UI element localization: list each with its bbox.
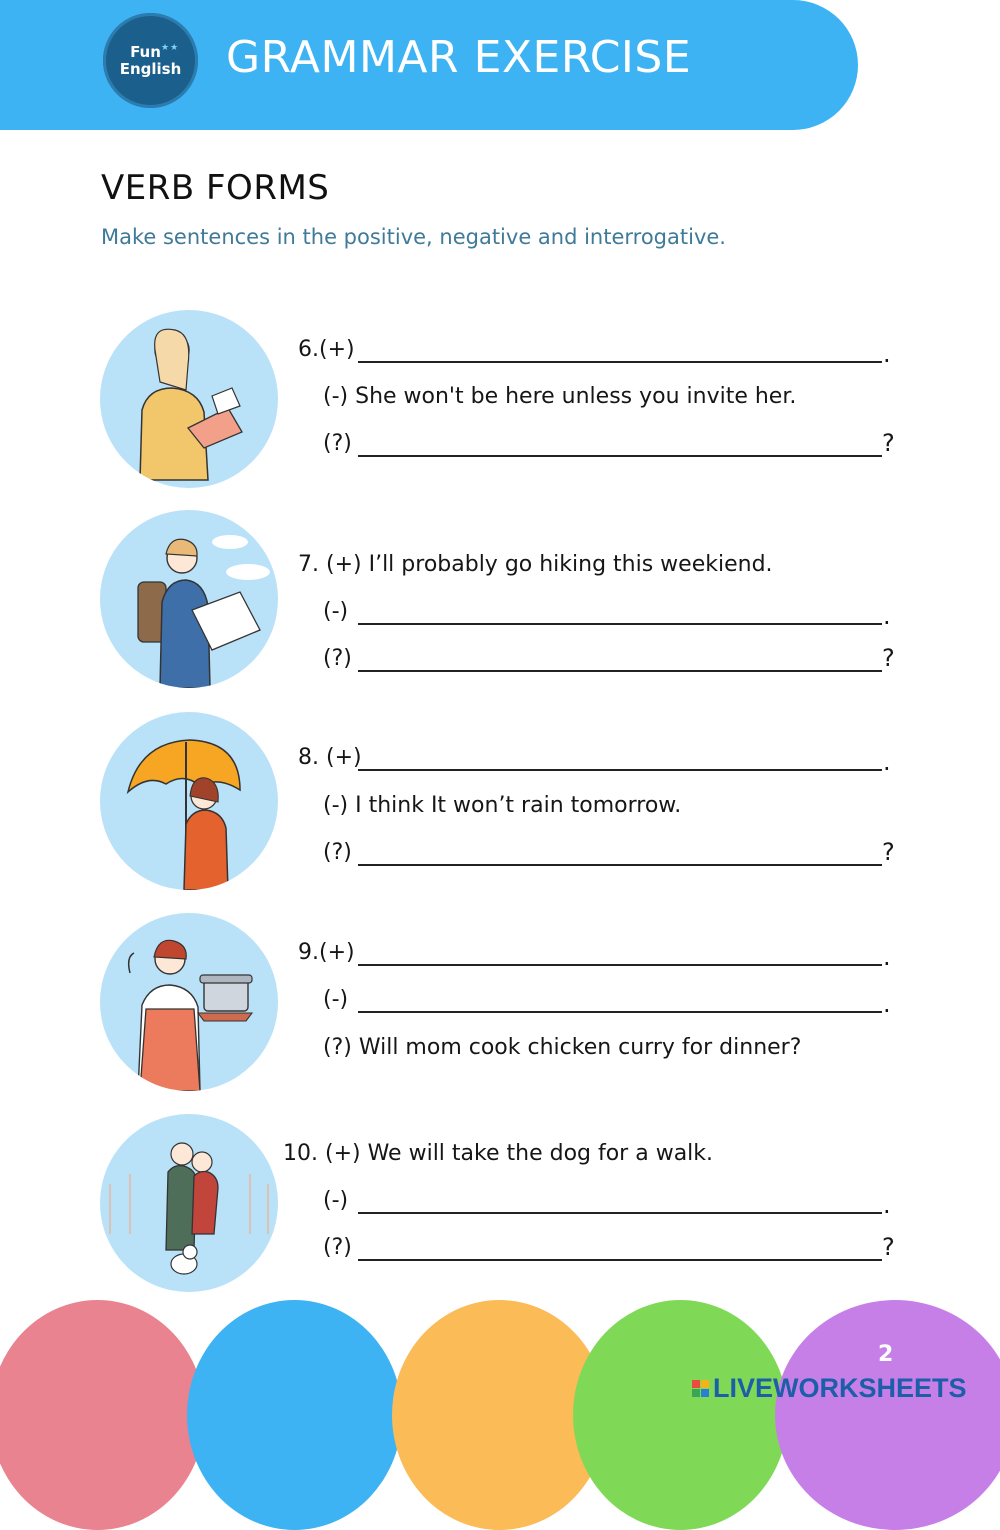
item-8-question: (?) (323, 840, 352, 865)
stars-icon: ★★ (161, 43, 180, 53)
item-6-positive-answer-line[interactable] (358, 361, 882, 363)
item-9-question: (?) Will mom cook chicken curry for dinner? (323, 1035, 802, 1060)
liveworksheets-brand[interactable] (692, 1373, 967, 1404)
logo-text-fun: Fun (130, 42, 161, 61)
positive-sentence: (+) We will take the dog for a walk. (325, 1141, 714, 1166)
page-title: GRAMMAR EXERCISE (226, 32, 692, 83)
item-number: 7. (298, 552, 319, 577)
positive-label: (+) (319, 940, 355, 965)
item-9-negative: (-) (323, 987, 349, 1012)
question-mark: ? (882, 429, 895, 457)
woman-reading-letter-icon (100, 310, 278, 488)
section-title: VERB FORMS (101, 168, 330, 208)
positive-label: (+) (326, 745, 362, 770)
item-8-positive (298, 745, 362, 771)
item-8-negative: (-) I think It won’t rain tomorrow. (323, 793, 682, 818)
woman-with-umbrella-icon (100, 712, 278, 890)
item-7-negative-answer-line[interactable] (358, 623, 882, 625)
positive-label: (+) (319, 337, 355, 362)
hiker-with-map-icon (100, 510, 278, 688)
item-8-question-answer-line[interactable] (358, 864, 882, 866)
item-10-positive (283, 1141, 713, 1167)
period-mark: . (883, 990, 891, 1018)
item-7-question: (?) (323, 646, 352, 671)
liveworksheets-logo-icon (692, 1380, 709, 1397)
item-10-question-answer-line[interactable] (358, 1259, 882, 1261)
mom-holding-pot-icon (100, 913, 278, 1091)
item-10-question: (?) (323, 1235, 352, 1260)
item-6-positive (298, 337, 355, 363)
item-7-positive (298, 552, 773, 578)
period-mark: . (883, 943, 891, 971)
positive-sentence: (+) I’ll probably go hiking this weekiend. (326, 552, 773, 577)
item-10-negative-answer-line[interactable] (358, 1212, 882, 1214)
period-mark: . (883, 602, 891, 630)
item-7-negative: (-) (323, 599, 349, 624)
item-number: 9. (298, 940, 319, 965)
footer-dome-blue (187, 1300, 402, 1530)
question-mark: ? (882, 644, 895, 672)
item-number: 6. (298, 337, 319, 362)
item-6-question: (?) (323, 431, 352, 456)
item-9-positive (298, 940, 355, 966)
couple-walking-dog-icon (100, 1114, 278, 1292)
fun-english-logo (103, 13, 198, 108)
item-6-negative: (-) She won't be here unless you invite her. (323, 384, 797, 409)
footer-dome-green (573, 1300, 788, 1530)
period-mark: . (883, 748, 891, 776)
question-mark: ? (882, 838, 895, 866)
item-9-positive-answer-line[interactable] (358, 964, 882, 966)
period-mark: . (883, 1191, 891, 1219)
logo-text-english: English (119, 59, 182, 78)
instruction-text: Make sentences in the positive, negative and interrogative. (101, 225, 726, 249)
item-6-question-answer-line[interactable] (358, 455, 882, 457)
item-7-question-answer-line[interactable] (358, 670, 882, 672)
liveworksheets-text: LIVEWORKSHEETS (713, 1373, 967, 1403)
item-number: 10. (283, 1141, 318, 1166)
item-10-negative: (-) (323, 1188, 349, 1213)
page-number: 2 (878, 1342, 894, 1367)
item-number: 8. (298, 745, 319, 770)
item-9-negative-answer-line[interactable] (358, 1011, 882, 1013)
item-8-positive-answer-line[interactable] (358, 769, 882, 771)
footer-dome-pink (0, 1300, 205, 1530)
question-mark: ? (882, 1233, 895, 1261)
footer-dome-purple (775, 1300, 1000, 1530)
period-mark: . (883, 340, 891, 368)
